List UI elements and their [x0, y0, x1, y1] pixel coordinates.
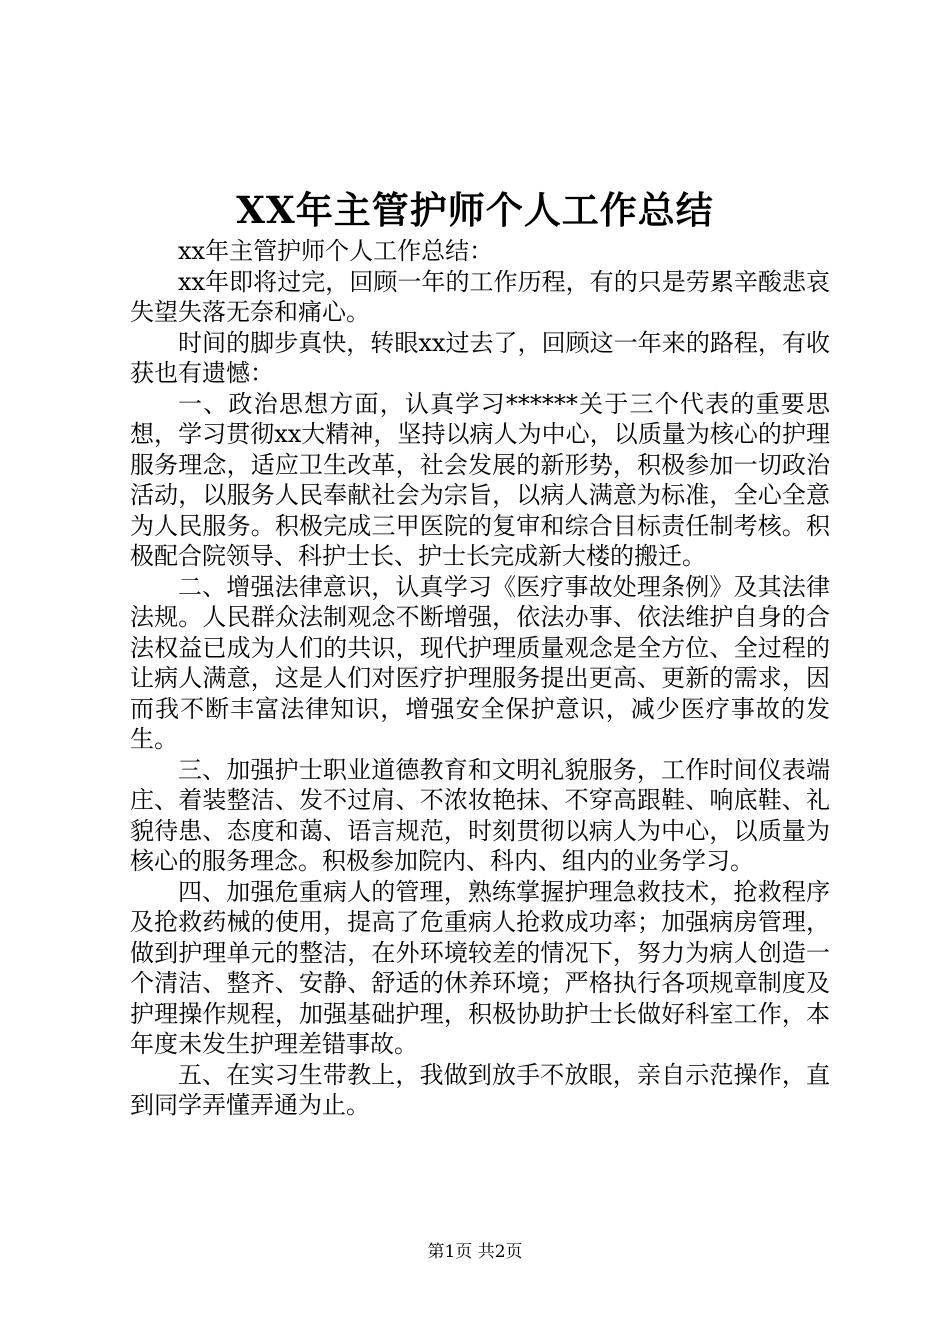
paragraph-section-2: 二、增强法律意识，认真学习《医疗事故处理条例》及其法律法规。人民群众法制观念不断增强，依法办事、依法维护自身的合法权益已成为人们的共识，现代护理质量观念是全方位、全过程的让病人满意，这是人们对医疗护理服务提出更高、更新的需求，因而我不断丰富法律知识，增强安全保护意识，减少医疗事故的发生。	[130, 572, 830, 753]
paragraph-review: 时间的脚步真快，转眼xx过去了，回顾这一年来的路程，有收获也有遗憾：	[130, 328, 830, 387]
document-body	[130, 236, 830, 1121]
paragraph-section-5: 五、在实习生带教上，我做到放手不放眼，亲自示范操作，直到同学弄懂弄通为止。	[130, 1060, 830, 1119]
document-title: XX年主管护师个人工作总结	[236, 188, 714, 232]
paragraph-opening: xx年即将过完，回顾一年的工作历程，有的只是劳累辛酸悲哀失望失落无奈和痛心。	[130, 267, 830, 326]
paragraph-intro: xx年主管护师个人工作总结：	[178, 237, 494, 265]
page-number-footer: 第1页 共2页	[427, 1242, 523, 1262]
paragraph-section-4: 四、加强危重病人的管理，熟练掌握护理急救技术，抢救程序及抢救药械的使用，提高了危重病人抢救成功率；加强病房管理，做到护理单元的整洁，在外环境较差的情况下，努力为病人创造一个清洁、整齐、安静、舒适的休养环境；严格执行各项规章制度及护理操作规程，加强基础护理，积极协助护士长做好科室工作，本年度未发生护理差错事故。	[130, 877, 830, 1058]
paragraph-section-3: 三、加强护士职业道德教育和文明礼貌服务，工作时间仪表端庄、着装整洁、发不过肩、不浓妆艳抹、不穿高跟鞋、响底鞋、礼貌待患、态度和蔼、语言规范，时刻贯彻以病人为中心，以质量为核心的服务理念。积极参加院内、科内、组内的业务学习。	[130, 755, 830, 875]
paragraph-section-1: 一、政治思想方面，认真学习******关于三个代表的重要思想，学习贯彻xx大精神，坚持以病人为中心，以质量为核心的护理服务理念，适应卫生改革，社会发展的新形势，积极参加一切政治活动，以服务人民奉献社会为宗旨，以病人满意为标准，全心全意为人民服务。积极完成三甲医院的复审和综合目标责任制考核。积极配合院领导、科护士长、护士长完成新大楼的搬迁。	[130, 389, 830, 570]
